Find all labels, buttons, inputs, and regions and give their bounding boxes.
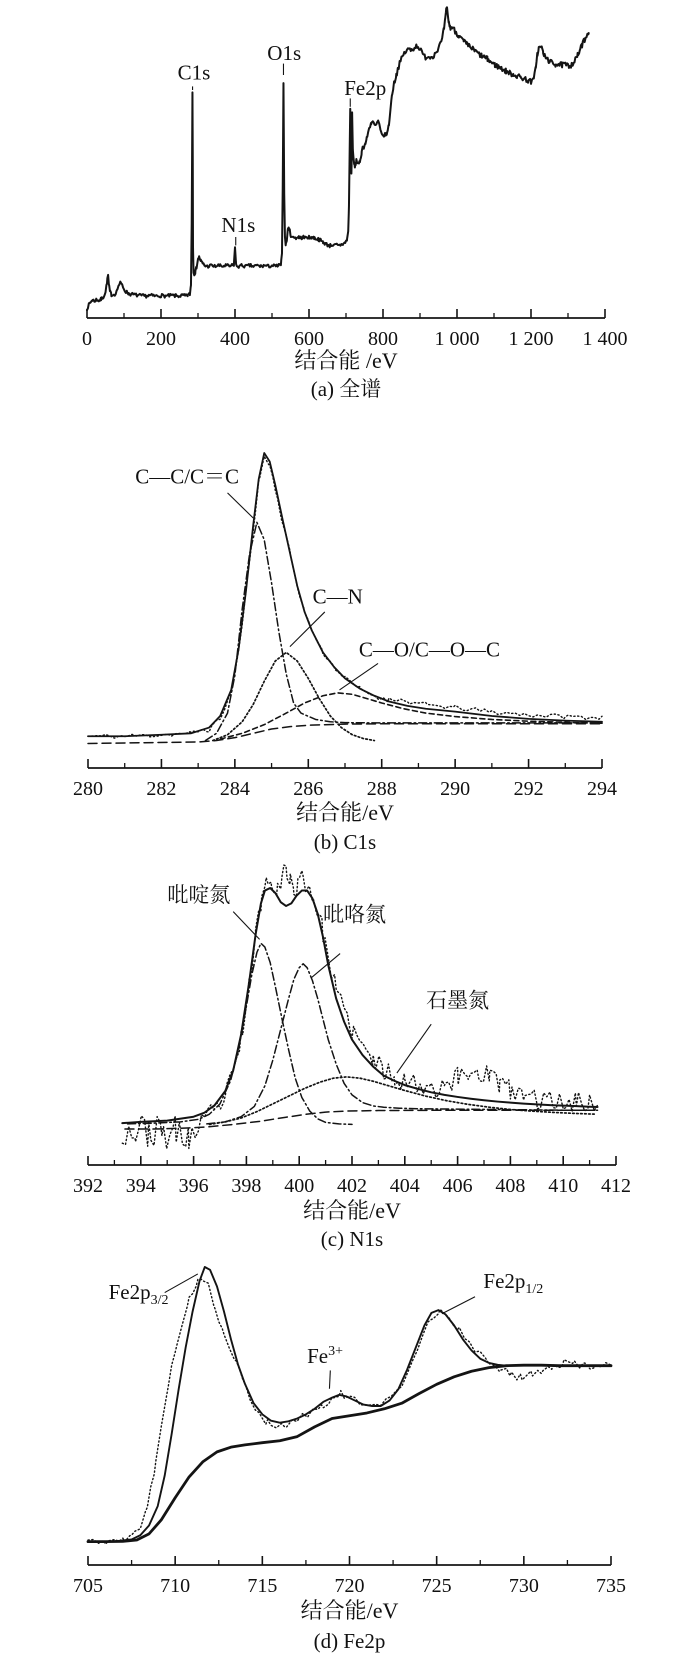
tick-label: 394: [125, 1175, 156, 1197]
tick-label: 715: [247, 1575, 278, 1597]
tick-label: 290: [440, 778, 471, 800]
tick-label: 800: [368, 328, 398, 350]
tick-label: 410: [548, 1175, 579, 1197]
peak-label: $Fe2p_{1/2}$: [483, 1268, 544, 1297]
x-axis-title-b: 结合能/eV: [296, 800, 394, 825]
tick-label: 288: [366, 778, 397, 800]
component-pyrrolic-curve: [207, 964, 598, 1124]
panel-a: [82, 7, 628, 401]
x-axis-title-c: 结合能/eV: [303, 1198, 401, 1223]
tick-label: 294: [587, 778, 617, 800]
peak-annotation-d-2: [442, 1269, 543, 1314]
tick-label: 400: [284, 1175, 315, 1197]
x-axis-a: [82, 309, 628, 350]
tick-label: 1 200: [508, 328, 554, 350]
annotation-pointer-line: [228, 493, 254, 518]
annotation-pointer-line: [165, 1274, 198, 1293]
tick-label: 412: [601, 1175, 631, 1197]
peak-label: O1s: [267, 41, 302, 65]
peak-annotation-b-0: [135, 464, 253, 518]
tick-label: 1 000: [434, 328, 480, 350]
tick-label: 402: [337, 1175, 367, 1197]
tick-label: 396: [178, 1175, 209, 1197]
tick-label: 284: [219, 778, 250, 800]
panel-caption-b: (b) C1s: [313, 830, 377, 854]
tick-label: 400: [220, 328, 250, 350]
peak-label: N1s: [221, 212, 256, 237]
tick-label: 286: [293, 778, 324, 800]
x-axis-c: [73, 1156, 631, 1197]
tick-label: 398: [231, 1175, 262, 1197]
component-co-curve: [220, 693, 602, 739]
peak-label: C—C/C＝C: [135, 464, 240, 489]
panel-caption-c: (c) N1s: [320, 1227, 384, 1251]
tick-label: 1 400: [582, 328, 628, 350]
tick-label: 200: [146, 328, 176, 350]
peak-label: C—O/C—O—C: [358, 637, 501, 662]
peak-label: 吡啶氮: [167, 883, 231, 908]
background-curve: [88, 1365, 611, 1542]
tick-label: 406: [442, 1175, 473, 1197]
tick-label: 735: [596, 1575, 626, 1597]
tick-label: 720: [334, 1575, 365, 1597]
peak-annotation-c-1: [311, 902, 386, 978]
tick-label: 0: [82, 328, 92, 350]
tick-label: 292: [513, 778, 544, 800]
tick-label: 280: [73, 778, 103, 800]
x-axis-title-a: 结合能 /eV: [294, 348, 398, 373]
tick-label: 408: [495, 1175, 526, 1197]
panel-caption-a: (a) 全谱: [310, 377, 382, 401]
tick-label: 392: [73, 1175, 103, 1197]
peak-label: 吡咯氮: [323, 902, 387, 927]
x-axis-title-d: 结合能/eV: [300, 1598, 399, 1623]
x-axis-b: [73, 759, 617, 800]
panel-caption-d: (d) Fe2p: [313, 1629, 386, 1653]
peak-label: $Fe2p_{3/2}$: [108, 1279, 169, 1308]
panel-b: [73, 453, 617, 854]
peak-annotation-b-2: [339, 638, 500, 690]
panel-d: [73, 1267, 626, 1653]
peak-label: $Fe^{3+}$: [307, 1343, 344, 1368]
baseline-curve: [88, 724, 602, 744]
component-pyridinic-curve: [128, 943, 352, 1124]
survey-spectrum-curve: [87, 7, 589, 310]
annotation-pointer-line: [329, 1370, 330, 1388]
peak-annotation-c-2: [397, 988, 489, 1073]
peak-label: Fe2p: [344, 76, 387, 101]
tick-label: 600: [294, 328, 324, 350]
peak-annotation-a-0: [178, 61, 211, 91]
annotation-pointer-line: [311, 954, 340, 978]
peak-annotation-a-3: [344, 76, 386, 107]
tick-label: 705: [73, 1575, 103, 1597]
peak-label: C—N: [312, 584, 363, 609]
peak-label: C1s: [177, 60, 211, 85]
peak-annotation-c-0: [167, 883, 259, 939]
tick-label: 730: [508, 1575, 539, 1597]
peak-annotation-a-1: [221, 213, 255, 246]
fit-envelope-curve: [88, 1267, 611, 1542]
tick-label: 710: [160, 1575, 191, 1597]
component-cn-curve: [213, 652, 375, 740]
panel-c: [73, 865, 631, 1251]
annotation-pointer-line: [442, 1297, 475, 1314]
tick-label: 725: [421, 1575, 452, 1597]
component-cc-curve: [205, 522, 602, 740]
peak-label: 石墨氮: [426, 988, 490, 1013]
peak-annotation-a-2: [267, 41, 301, 75]
x-axis-d: [73, 1556, 626, 1597]
raw-data-curve: [88, 1279, 611, 1544]
peak-annotation-d-1: [307, 1344, 343, 1389]
tick-label: 282: [146, 778, 177, 800]
peak-annotation-d-0: [109, 1274, 198, 1308]
annotation-pointer-line: [397, 1024, 431, 1073]
peak-annotation-b-1: [290, 584, 363, 646]
tick-label: 404: [389, 1175, 420, 1197]
annotation-pointer-line: [233, 912, 259, 940]
